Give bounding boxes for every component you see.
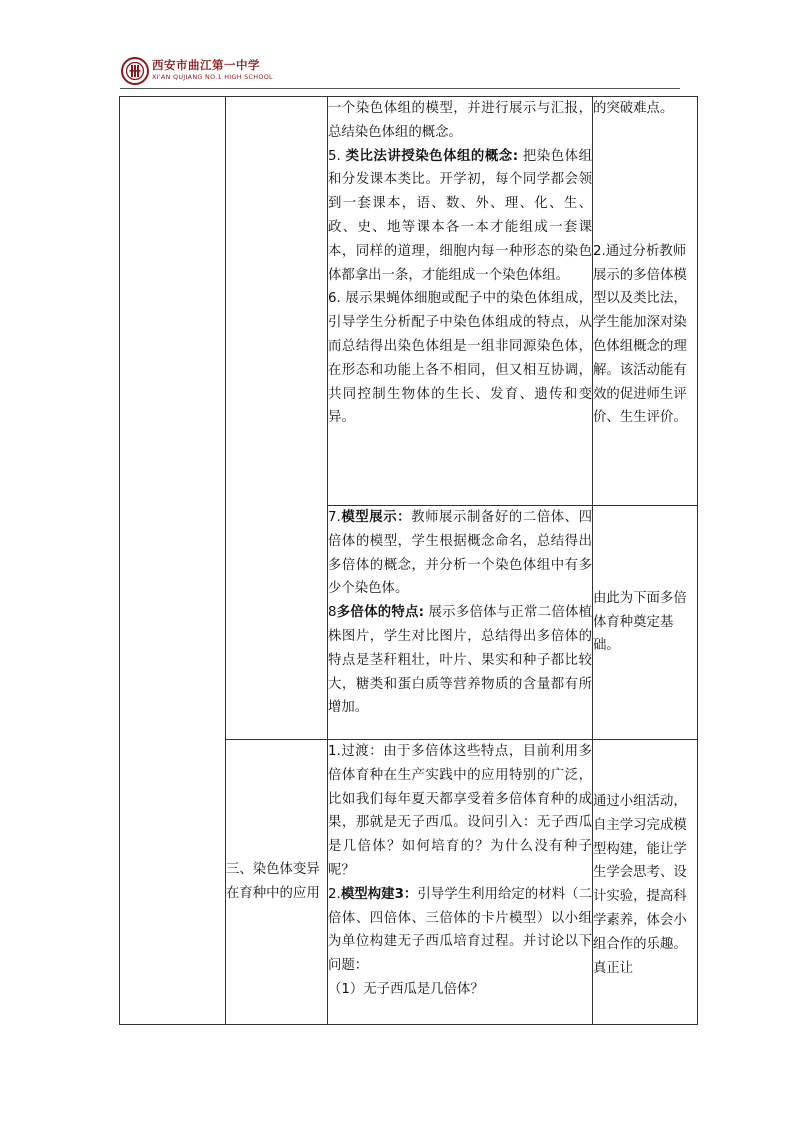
activity-cell (328, 740, 593, 1025)
paragraph: 由此为下面多倍体育种奠定基础。 (593, 590, 687, 654)
paragraph: 2.模型构建3：引导学生利用给定的材料（二倍体、四倍体、三倍体的卡片模型）以小组为单位构建无子西瓜培育过程。并讨论以下问题： (328, 886, 592, 974)
lesson-plan-table (119, 96, 698, 1025)
activity-cell (328, 97, 593, 506)
stage-cell: 三、染色体变异在育种中的应用 (226, 740, 328, 1025)
intent-cell (593, 740, 698, 1025)
paragraph: （1）无子西瓜是几倍体？ (328, 981, 484, 997)
paragraph: 7.模型展示：教师展示制备好的二倍体、四倍体的模型，学生根据概念命名，总结得出多倍体的概念，并分析一个染色体组中有多少个染色体。 (328, 510, 593, 597)
school-logo-icon (120, 56, 150, 86)
header-divider (120, 88, 680, 89)
empty-stage-cell (226, 97, 328, 740)
school-name-cn: 西安市曲江第一中学 (152, 58, 260, 72)
activity-cell (328, 506, 593, 740)
table-row (120, 97, 698, 506)
page-header (120, 52, 680, 86)
paragraph: 5. 类比法讲授染色体组的概念: 把染色体组和分发课本类比。开学初，每个同学都会领到一套课本，语、数、外、理、化、生、政、史、地等课本各一本才能组成一套课本，同样的道理，细胞内每一种形态的染色体都拿出一条，才能组成一个染色体组。 (328, 148, 592, 283)
intent-cell (593, 97, 698, 506)
paragraph: 8多倍体的特点: 展示多倍体与正常二倍体植株图片，学生对比图片，总结得出多倍体的特点是茎秆粗壮，叶片、果实和种子都比较大，糖类和蛋白质等营养物质的含量都有所增加。 (328, 605, 592, 716)
school-name-en: XI'AN QUJIANG NO.1 HIGH SCHOOL (152, 73, 273, 81)
paragraph: 6. 展示果蝇体细胞或配子中的染色体组成，引导学生分析配子中染色体组成的特点，从而总结得出染色体组是一组非同源染色体，在形态和功能上各不相同，但又相互协调，共同控制生物体的生长、发育、遗传和变异。 (328, 291, 592, 426)
paragraph: 1.过渡：由于多倍体这些特点，目前利用多倍体育种在生产实践中的应用特别的广泛，比如我们每年夏天都享受着多倍体育种的成果，那就是无子西瓜。设问引入：无子西瓜是几倍体？如何培育的？为什么没有种子呢？ (328, 744, 592, 878)
empty-cell (120, 97, 226, 1025)
paragraph: 通过小组活动，自主学习完成模型构建，能让学生学会思考、设计实验，提高科学素养，体会小组合作的乐趣。真正让 (593, 794, 687, 976)
paragraph: 的突破难点。 (593, 101, 674, 116)
paragraph: 2.通过分析教师展示的多倍体模型以及类比法，学生能加深对染色体组概念的理解。该活动能有效的促进师生评价、生生评价。 (593, 243, 687, 426)
intent-cell (593, 506, 698, 740)
paragraph: 一个染色体组的模型，并进行展示与汇报，总结染色体组的概念。 (328, 101, 592, 140)
